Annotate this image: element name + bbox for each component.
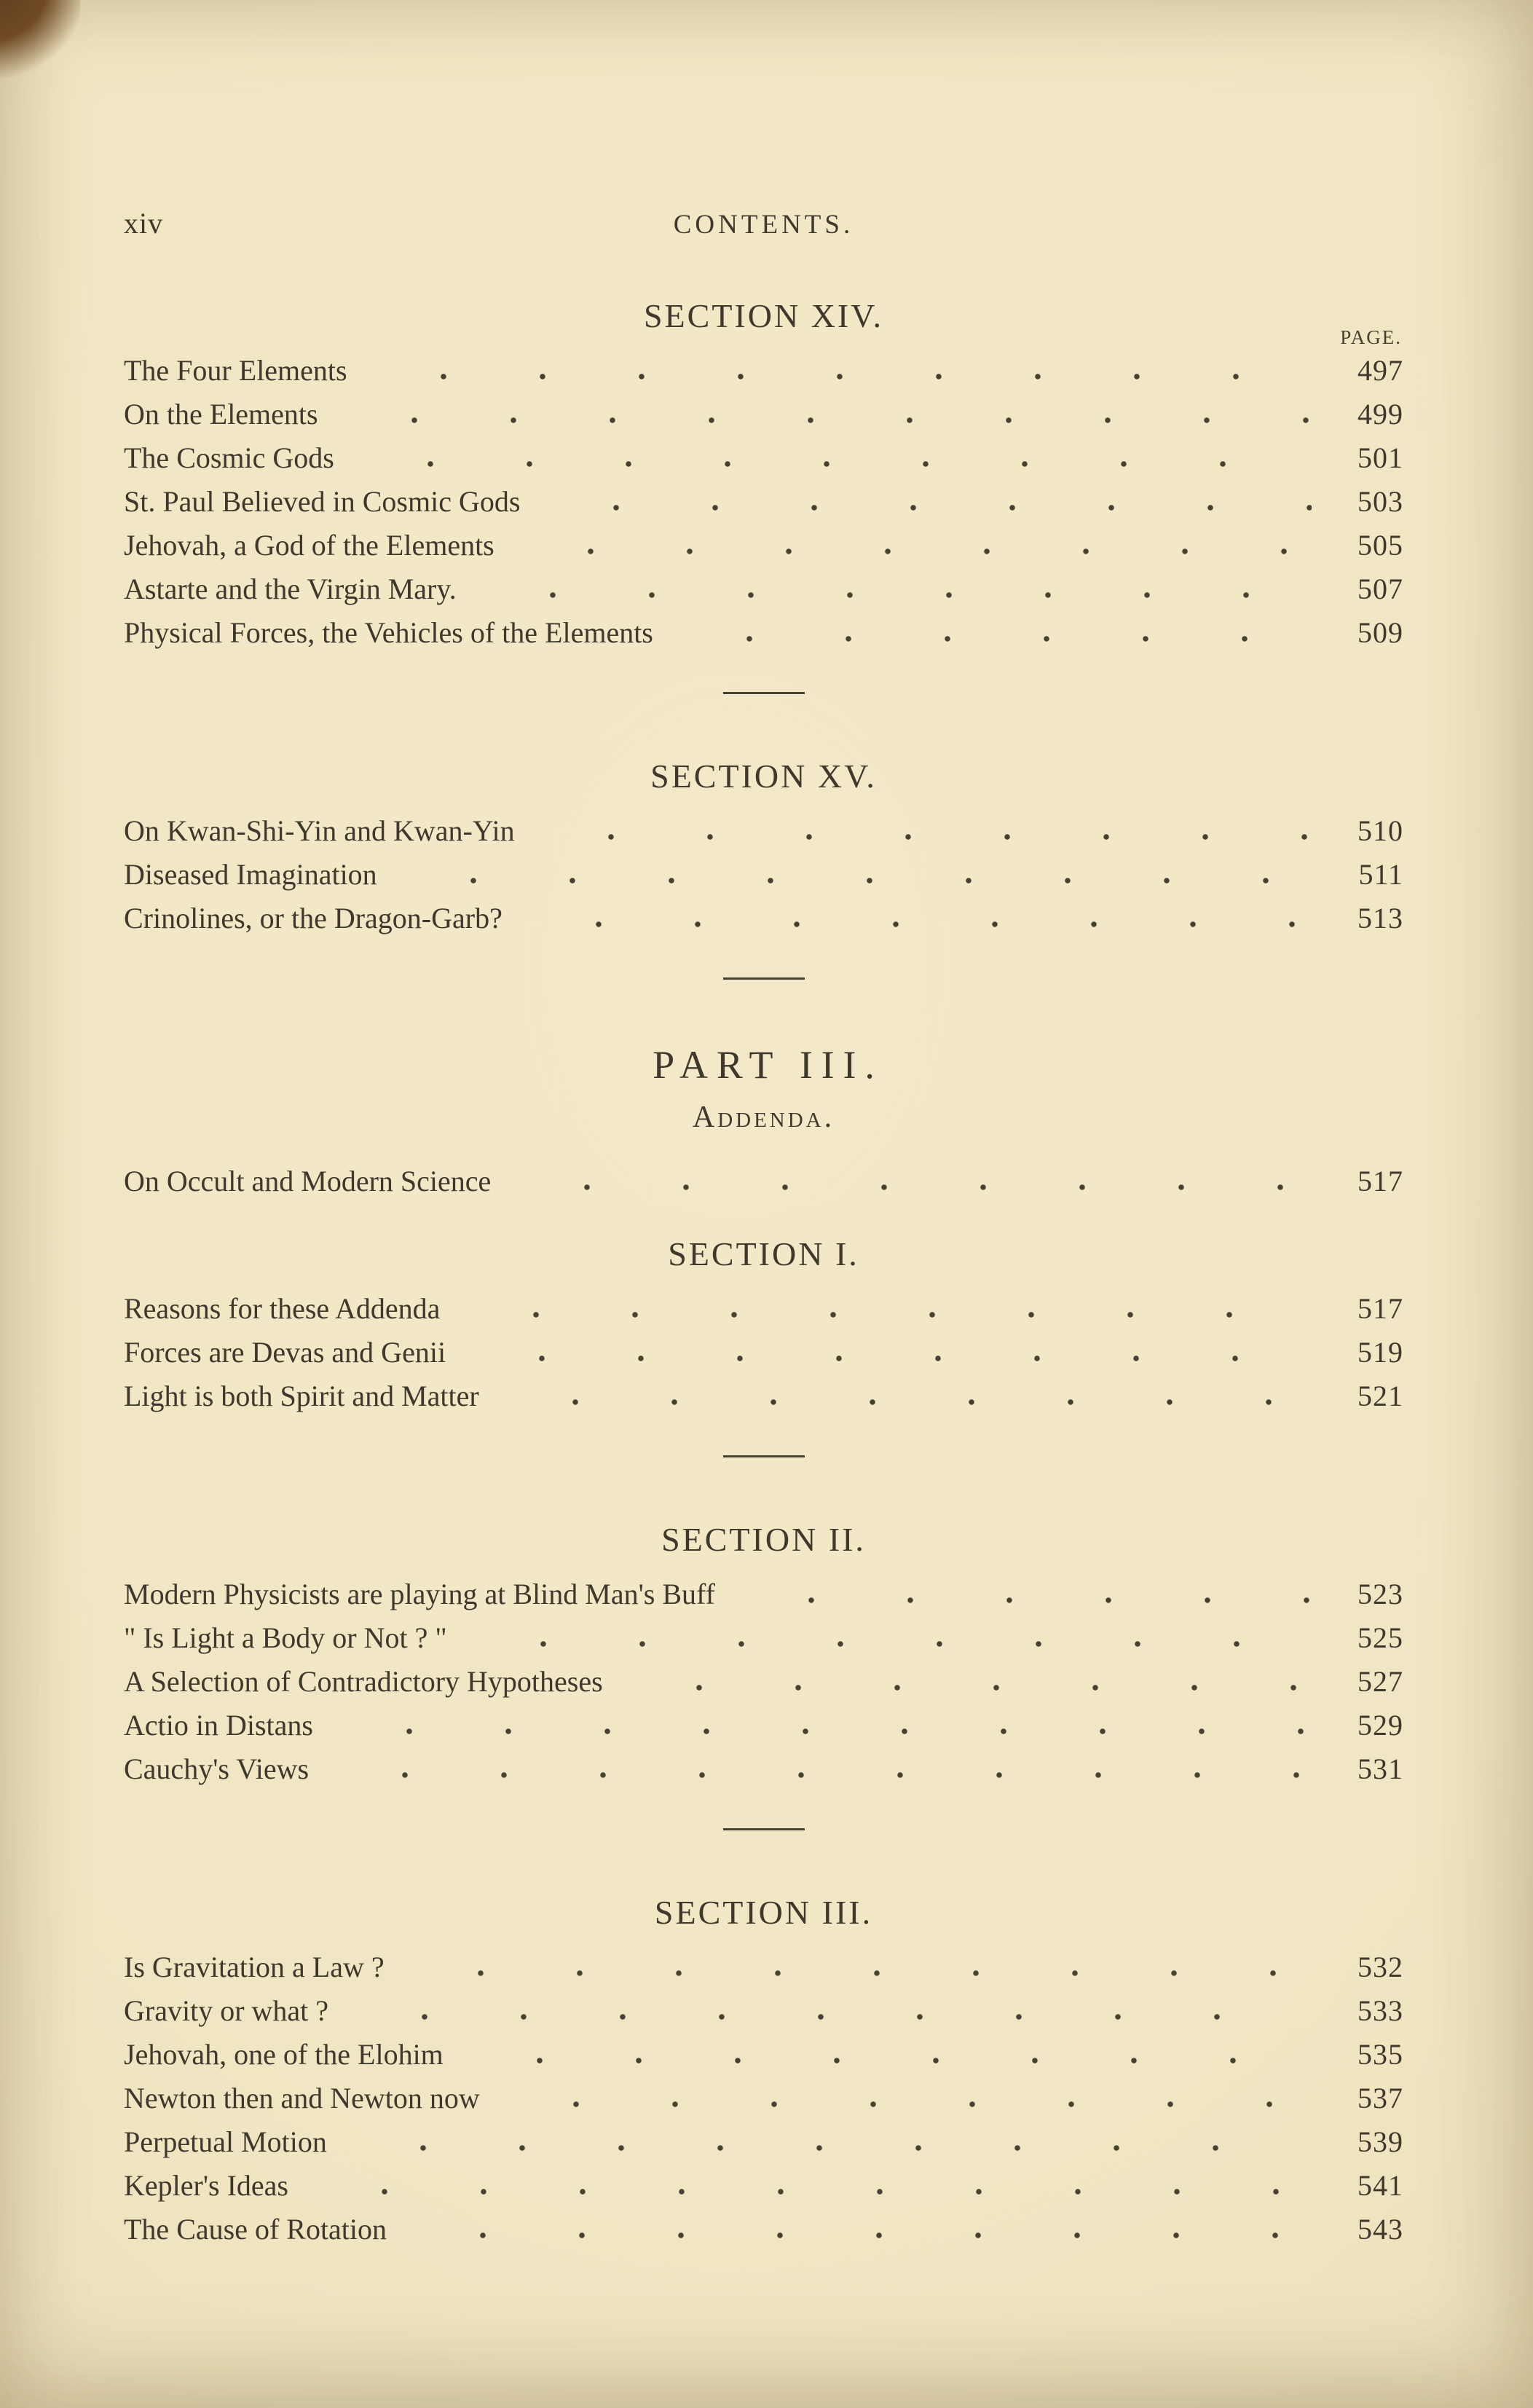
dot-leader (350, 2013, 1312, 2021)
page-header (124, 206, 1403, 240)
dot-leader (356, 460, 1312, 468)
entry-title: Newton then and Newton now (124, 2082, 480, 2114)
running-head: CONTENTS. (673, 210, 854, 240)
dot-leader (399, 877, 1312, 884)
entry-title: Astarte and the Virgin Mary. (124, 573, 457, 605)
toc-entry (124, 2125, 1403, 2169)
toc-entry (124, 616, 1403, 660)
toc-entry (124, 1951, 1403, 1994)
toc-list (124, 1292, 1403, 1423)
entry-page-number: 523 (1357, 1578, 1403, 1610)
section-divider (723, 692, 805, 694)
page-column-label: PAGE. (1340, 326, 1402, 348)
entry-page-number: 511 (1358, 858, 1403, 891)
section-heading: SECTION XV. (650, 758, 877, 795)
toc-entry (124, 441, 1403, 485)
section-heading: SECTION I. (668, 1235, 859, 1272)
section-divider (723, 1455, 805, 1457)
toc-entry (124, 858, 1403, 902)
entry-title: The Four Elements (124, 354, 347, 387)
entry-title: Light is both Spirit and Matter (124, 1380, 479, 1412)
dot-leader (502, 2101, 1312, 2108)
section-divider (723, 977, 805, 980)
dot-leader (335, 1728, 1312, 1735)
dot-leader (537, 833, 1312, 841)
entry-title: On the Elements (124, 398, 318, 430)
toc-blocks (124, 296, 1403, 2256)
entry-title: Jehovah, a God of the Elements (124, 529, 494, 562)
entry-title: Is Gravitation a Law ? (124, 1951, 385, 1983)
entry-title: On Occult and Modern Science (124, 1165, 492, 1197)
entry-title: The Cause of Rotation (124, 2213, 387, 2246)
folio-number: xiv (124, 207, 164, 240)
part-subheading: Addenda. (692, 1101, 835, 1134)
entry-page-number: 533 (1357, 1994, 1403, 2027)
toc-entry (124, 1621, 1403, 1665)
entry-page-number: 509 (1357, 616, 1403, 649)
dot-leader (501, 1398, 1312, 1406)
entry-page-number: 519 (1357, 1336, 1403, 1369)
toc-entry (124, 2213, 1403, 2256)
entry-page-number: 505 (1357, 529, 1403, 562)
dot-leader (340, 417, 1312, 424)
toc-entry (124, 1752, 1403, 1796)
entry-title: Kepler's Ideas (124, 2169, 288, 2202)
toc-entry (124, 1665, 1403, 1709)
entry-title: Jehovah, one of the Elohim (124, 2038, 444, 2071)
dot-leader (331, 1771, 1312, 1779)
entry-page-number: 532 (1357, 1951, 1403, 1983)
dot-leader (462, 1311, 1312, 1318)
toc-entry (124, 1994, 1403, 2038)
toc-entry (124, 2169, 1403, 2213)
entry-title: On Kwan-Shi-Yin and Kwan-Yin (124, 814, 515, 847)
entry-page-number: 529 (1357, 1709, 1403, 1742)
entry-title: Forces are Devas and Genii (124, 1336, 446, 1369)
part-block (124, 1042, 1403, 1208)
dot-leader (542, 504, 1312, 511)
toc-entry (124, 2038, 1403, 2082)
entry-page-number: 525 (1357, 1621, 1403, 1654)
dot-leader (409, 2232, 1312, 2239)
toc-entry (124, 2082, 1403, 2125)
toc-entry (124, 1578, 1403, 1621)
dot-leader (513, 1184, 1312, 1191)
entry-page-number: 539 (1357, 2125, 1403, 2158)
entry-title: Reasons for these Addenda (124, 1292, 441, 1325)
entry-title: Cauchy's Views (124, 1752, 310, 1785)
dot-leader (406, 1970, 1312, 1977)
section-block (124, 1520, 1403, 1830)
entry-title: Actio in Distans (124, 1709, 313, 1742)
toc-list (124, 1578, 1403, 1796)
toc-entry (124, 485, 1403, 529)
section-block (124, 1893, 1403, 2256)
dot-leader (468, 1355, 1312, 1362)
section-heading: SECTION XIV. (643, 297, 884, 334)
entry-page-number: 537 (1357, 2082, 1403, 2114)
entry-title: The Cosmic Gods (124, 441, 334, 474)
toc-list (124, 1951, 1403, 2256)
toc-entry (124, 529, 1403, 573)
dot-leader (625, 1684, 1312, 1691)
entry-page-number: 541 (1357, 2169, 1403, 2202)
entry-page-number: 499 (1357, 398, 1403, 430)
dot-leader (349, 2144, 1312, 2152)
toc-entry (124, 1292, 1403, 1336)
entry-title: Gravity or what ? (124, 1994, 329, 2027)
entry-title: Diseased Imagination (124, 858, 377, 891)
toc-list (124, 814, 1403, 945)
toc-entry (124, 398, 1403, 441)
entry-page-number: 531 (1357, 1752, 1403, 1785)
dot-leader (516, 548, 1312, 555)
entry-page-number: 535 (1357, 2038, 1403, 2071)
entry-title: Modern Physicists are playing at Blind Man's Buff (124, 1578, 715, 1610)
entry-page-number: 513 (1357, 902, 1403, 935)
entry-title: Physical Forces, the Vehicles of the Elements (124, 616, 653, 649)
toc-entry (124, 1165, 1403, 1208)
toc-entry (124, 1709, 1403, 1752)
toc-list (124, 354, 1403, 660)
section-divider (723, 1828, 805, 1830)
entry-title: Crinolines, or the Dragon-Garb? (124, 902, 503, 935)
dot-leader (369, 373, 1312, 380)
dot-leader (524, 921, 1312, 928)
entry-page-number: 497 (1357, 354, 1403, 387)
entry-page-number: 510 (1357, 814, 1403, 847)
entry-page-number: 521 (1357, 1380, 1403, 1412)
entry-page-number: 503 (1357, 485, 1403, 518)
entry-page-number: 527 (1357, 1665, 1403, 1698)
section-heading: SECTION II. (661, 1521, 866, 1558)
dot-leader (469, 1640, 1312, 1648)
toc-entry (124, 1336, 1403, 1380)
dot-leader (478, 591, 1312, 599)
entry-title: Perpetual Motion (124, 2125, 327, 2158)
toc-list (124, 1165, 1403, 1208)
entry-title: A Selection of Contradictory Hypotheses (124, 1665, 603, 1698)
entry-title: " Is Light a Body or Not ? " (124, 1621, 447, 1654)
section-heading: SECTION III. (654, 1894, 873, 1931)
dot-leader (465, 2057, 1312, 2064)
entry-page-number: 507 (1357, 573, 1403, 605)
entry-page-number: 517 (1357, 1165, 1403, 1197)
toc-entry (124, 902, 1403, 945)
entry-page-number: 543 (1357, 2213, 1403, 2246)
toc-entry (124, 814, 1403, 858)
dot-leader (737, 1597, 1312, 1604)
entry-page-number: 501 (1357, 441, 1403, 474)
entry-title: St. Paul Believed in Cosmic Gods (124, 485, 521, 518)
entry-page-number: 517 (1357, 1292, 1403, 1325)
toc-entry (124, 354, 1403, 398)
toc-entry (124, 1380, 1403, 1423)
toc-entry (124, 573, 1403, 616)
section-block (124, 296, 1403, 694)
section-block (124, 757, 1403, 980)
dot-leader (675, 635, 1312, 642)
section-block (124, 1235, 1403, 1457)
dot-leader (310, 2188, 1312, 2195)
part-heading: PART III. (653, 1043, 883, 1087)
